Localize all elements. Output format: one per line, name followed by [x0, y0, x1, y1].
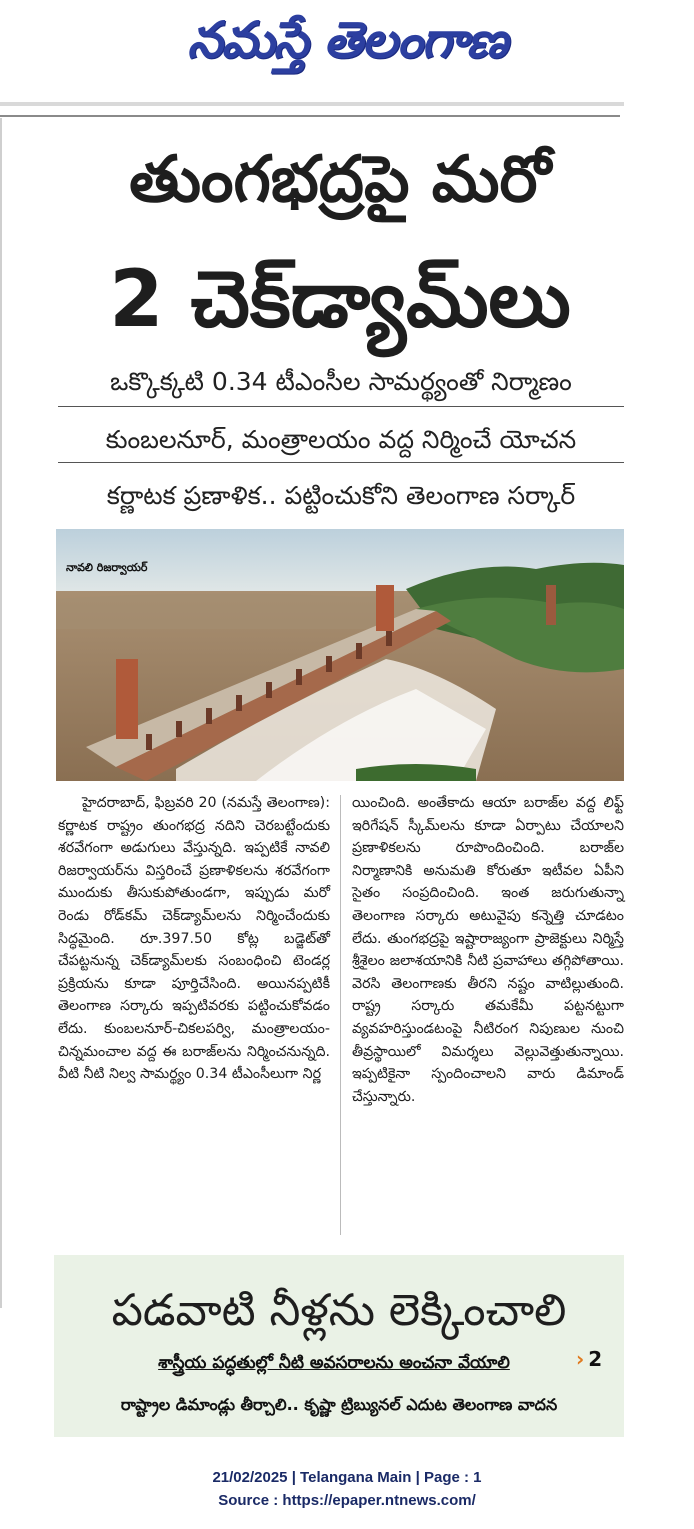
masthead-divider: [0, 102, 624, 106]
column-divider: [340, 795, 341, 1235]
masthead-title: నమస్తే తెలంగాణ: [187, 10, 507, 69]
reservoir-photo: [56, 529, 624, 781]
page-footer: [0, 1466, 694, 1512]
subhead-divider: [58, 406, 624, 407]
chevron-right-icon: ›: [576, 1347, 585, 1371]
page-reference-number: 2: [588, 1347, 603, 1371]
related-story-subhead-text: శాస్త్రీయ పద్ధతుల్లో నీటి అవసరాలను అంచనా వేయాలి: [158, 1353, 510, 1373]
masthead: [0, 0, 694, 92]
subhead-1: ఒక్కొక్కటి 0.34 టీఎంసీల సామర్థ్యంతో నిర్మాణం: [110, 367, 572, 396]
footer-date-edition: 21/02/2025 | Telangana Main | Page : 1: [212, 1469, 482, 1486]
photo-caption: నావలి రిజర్వాయర్‌: [66, 561, 148, 574]
related-story-box: [54, 1255, 624, 1437]
article-column-1: హైదరాబాద్‌, ఫిబ్రవరి 20 (నమస్తే తెలంగాణ): కర్ణాటక రాష్ట్రం తుంగభద్ర నదిని చెరబట్టేందుకు శరవేగంగా అడుగులు వేస్తున్నది. ఇప్పటికే నావలి రిజర్వాయర్‌ను విస్తరించే ప్రణాళికలను శరవేగంగా ముందుకు తీసుకుపోతుండగా, ఇప్పుడు మరో రెండు రోడ్‌కమ్‌ చెక్‌డ్యామ్‌లను నిర్మించేందుకు సిద్ధమైంది. రూ.397.50 కోట్ల బడ్జెట్‌తో చేపట్టనున్న చెక్‌డ్యామ్‌లకు సంబంధించి టెండర్ల ప్రక్రియను కూడా పూర్తిచేసింది. అయినప్పటికీ తెలంగాణ సర్కారు ఇప్పటివరకు పట్టించుకోవడం లేదు. కుంబలనూర్‌-చికలపర్వి, మంత్రాలయం-చిన్నమంచాల వద్ద ఈ బరాజ్‌లను నిర్మించనున్నది. వీటి నీటి నిల్వ సామర్థ్యం 0.34 టీఎంసీలుగా నిర్ణ: [58, 795, 330, 1083]
related-story-subhead: [94, 1351, 574, 1375]
subhead-2: కుంబలనూర్‌, మంత్రాలయం వద్ద నిర్మించే యోచన: [105, 425, 577, 454]
related-story-summary: రాష్ట్రాల డిమాండ్లు తీర్చాలి.. కృష్ణా ట్రిబ్యునల్‌ ఎదుట తెలంగాణ వాదన: [120, 1395, 558, 1414]
related-story-title: పడవాటి నీళ్లను లెక్కించాలి: [111, 1285, 567, 1336]
article-column-2: యించింది. అంతేకాదు ఆయా బరాజ్‌ల వద్ద లిఫ్ట్‌ ఇరిగేషన్‌ స్కీమ్‌లను కూడా ఏర్పాటు చేయాలని ప్రణాళికలను రూపొందించింది. బరాజ్‌ల నిర్మాణానికి అనుమతి కోరుతూ ఇటీవల ఏపీని సైతం సంప్రదించింది. ఇంత జరుగుతున్నా తెలంగాణ సర్కారు అటువైపు కన్నెత్తి చూడటం లేదు. తుంగభద్రపై ఇష్టారాజ్యంగా ప్రాజెక్టులు నిర్మిస్తే శ్రీశైలం జలాశయానికి నీటి ప్రవాహాలు తగ్గిపోతాయి. వెరసి తెలంగాణకు తీరని నష్టం వాటిల్లుతుంది. రాష్ట్ర సర్కారు తమకేమీ పట్టనట్టుగా వ్యవహరిస్తుండటంపై నీటిరంగ నిపుణుల నుంచి తీవ్రస్థాయిలో విమర్శలు వెల్లువెత్తుతున్నాయి. ఇప్పటికైనా స్పందించాలని వారు డిమాండ్‌ చేస్తున్నారు.: [352, 795, 624, 1105]
headline-line-2: 2 చెక్‌డ్యామ్‌లు: [109, 255, 571, 345]
subhead-3: కర్ణాటక ప్రణాళిక.. పట్టించుకోని తెలంగాణ సర్కార్‌: [106, 481, 576, 510]
subhead-divider: [58, 462, 624, 463]
page-top-rule: [0, 115, 620, 117]
headline-line-1: తుంగభద్రపై మరో: [129, 143, 551, 217]
page-reference[interactable]: [576, 1347, 602, 1371]
page-left-rule: [0, 118, 2, 1308]
footer-source: Source : https://epaper.ntnews.com/: [218, 1492, 476, 1509]
